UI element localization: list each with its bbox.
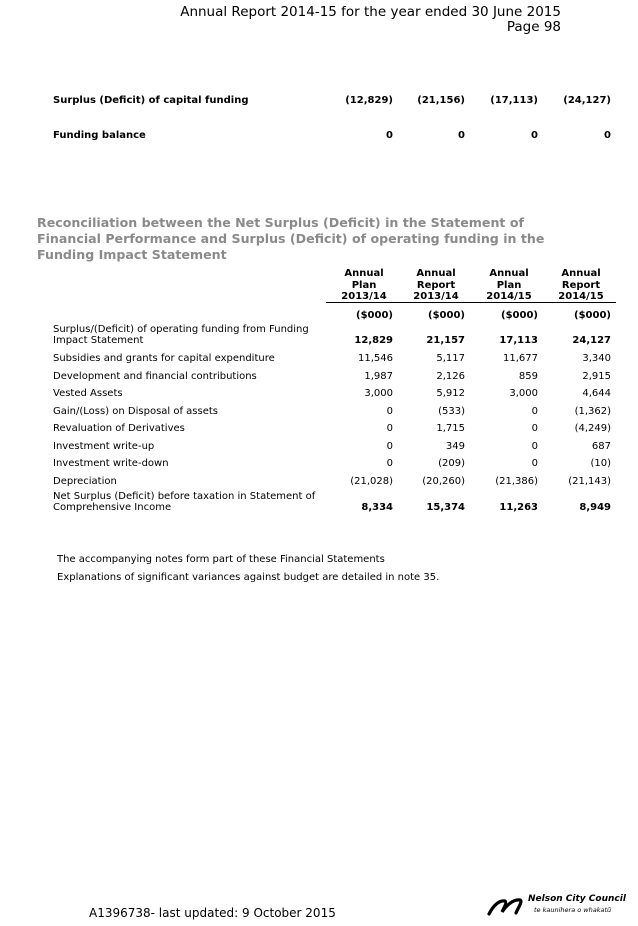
row-label: Depreciation [53, 476, 117, 487]
cell-value: 8,949 [579, 502, 611, 513]
column-header-line: 2014/15 [486, 291, 532, 302]
value-plan-2014: 0 [531, 130, 538, 141]
column-header-line: 2013/14 [341, 291, 387, 302]
row-label: Surplus (Deficit) of capital funding [53, 95, 249, 106]
cell-value: (21,386) [495, 476, 538, 487]
cell-value: 1,715 [436, 423, 465, 434]
logo-mark-icon [487, 894, 529, 918]
cell-value: (533) [438, 406, 465, 417]
value-report-2013: 0 [458, 130, 465, 141]
cell-value: 687 [591, 441, 611, 452]
column-header-line: Report [416, 279, 456, 291]
cell-value: 859 [518, 371, 538, 382]
cell-value: (209) [438, 458, 465, 469]
cell-value: 4,644 [582, 388, 611, 399]
row-label: Investment write-up [53, 441, 155, 452]
unit-label: ($000) [574, 310, 611, 321]
column-header-plan-2013 [332, 268, 396, 303]
value-report-2014: (24,127) [563, 95, 611, 106]
cell-value: 0 [386, 406, 393, 417]
header-divider [326, 302, 616, 303]
row-label: Funding balance [53, 130, 146, 141]
row-label: Revaluation of Derivatives [53, 423, 185, 434]
row-label: Vested Assets [53, 388, 123, 399]
column-header-plan-2014 [477, 268, 541, 303]
row-label: Subsidies and grants for capital expenditure [53, 353, 275, 364]
cell-value: 15,374 [426, 502, 465, 513]
page-number: Page 98 [506, 19, 561, 35]
cell-value: 0 [531, 441, 538, 452]
report-title: Annual Report 2014-15 for the year ended 30 June 2015 [180, 4, 561, 20]
value-plan-2014: (17,113) [490, 95, 538, 106]
column-header-line: 2014/15 [558, 291, 604, 302]
council-logo [487, 894, 626, 918]
cell-value: 5,117 [436, 353, 465, 364]
column-header-line: 2013/14 [413, 291, 459, 302]
column-header-line: Annual [561, 268, 601, 279]
cell-value: 349 [445, 441, 465, 452]
cell-value: 1,987 [364, 371, 393, 382]
cell-value: (21,028) [350, 476, 393, 487]
cell-value: 24,127 [572, 335, 611, 346]
cell-value: 17,113 [499, 335, 538, 346]
column-header-line: Annual [416, 268, 456, 279]
cell-value: 8,334 [361, 502, 393, 513]
logo-name: Nelson City Council [528, 894, 626, 904]
cell-value: 0 [531, 406, 538, 417]
cell-value: 3,000 [509, 388, 538, 399]
cell-value: 11,546 [358, 353, 393, 364]
value-plan-2013: (12,829) [345, 95, 393, 106]
row-label: Net Surplus (Deficit) before taxation in Statement of Comprehensive Income [53, 491, 316, 513]
unit-label: ($000) [428, 310, 465, 321]
column-header-report-2013 [404, 268, 468, 303]
cell-value: 3,000 [364, 388, 393, 399]
column-header-line: Annual [489, 268, 529, 279]
note-variances: Explanations of significant variances against budget are detailed in note 35. [57, 572, 440, 583]
unit-label: ($000) [501, 310, 538, 321]
column-header-report-2014 [549, 268, 613, 303]
cell-value: 3,340 [582, 353, 611, 364]
cell-value: 0 [531, 458, 538, 469]
cell-value: 21,157 [426, 335, 465, 346]
column-header-line: Plan [496, 279, 522, 291]
cell-value: 2,915 [582, 371, 611, 382]
logo-tagline: te kaunihera o whakatū [534, 906, 612, 914]
value-report-2014: 0 [604, 130, 611, 141]
value-report-2013: (21,156) [417, 95, 465, 106]
cell-value: 0 [386, 423, 393, 434]
cell-value: (4,249) [574, 423, 611, 434]
value-plan-2013: 0 [386, 130, 393, 141]
reconciliation-heading: Reconciliation between the Net Surplus (Deficit) in the Statement of Financial Performance and Surplus (Deficit) of operating funding in the Funding Impact Statement [37, 215, 545, 262]
column-header-line: Plan [351, 279, 377, 291]
row-label: Surplus/(Deficit) of operating funding from Funding Impact Statement [53, 324, 309, 346]
cell-value: 0 [386, 441, 393, 452]
row-label: Development and financial contributions [53, 371, 257, 382]
note-financial-statements: The accompanying notes form part of these Financial Statements [57, 554, 385, 565]
row-label: Gain/(Loss) on Disposal of assets [53, 406, 219, 417]
cell-value: (1,362) [574, 406, 611, 417]
cell-value: 0 [386, 458, 393, 469]
cell-value: (10) [590, 458, 611, 469]
column-header-line: Report [561, 279, 601, 291]
cell-value: 12,829 [354, 335, 393, 346]
cell-value: 11,263 [499, 502, 538, 513]
document-id: A1396738- last updated: 9 October 2015 [89, 906, 336, 920]
cell-value: 5,912 [436, 388, 465, 399]
column-header-line: Annual [344, 268, 384, 279]
unit-label: ($000) [356, 310, 393, 321]
cell-value: (21,143) [568, 476, 611, 487]
row-label: Investment write-down [53, 458, 169, 469]
cell-value: 2,126 [436, 371, 465, 382]
cell-value: 0 [531, 423, 538, 434]
cell-value: 11,677 [503, 353, 538, 364]
cell-value: (20,260) [422, 476, 465, 487]
